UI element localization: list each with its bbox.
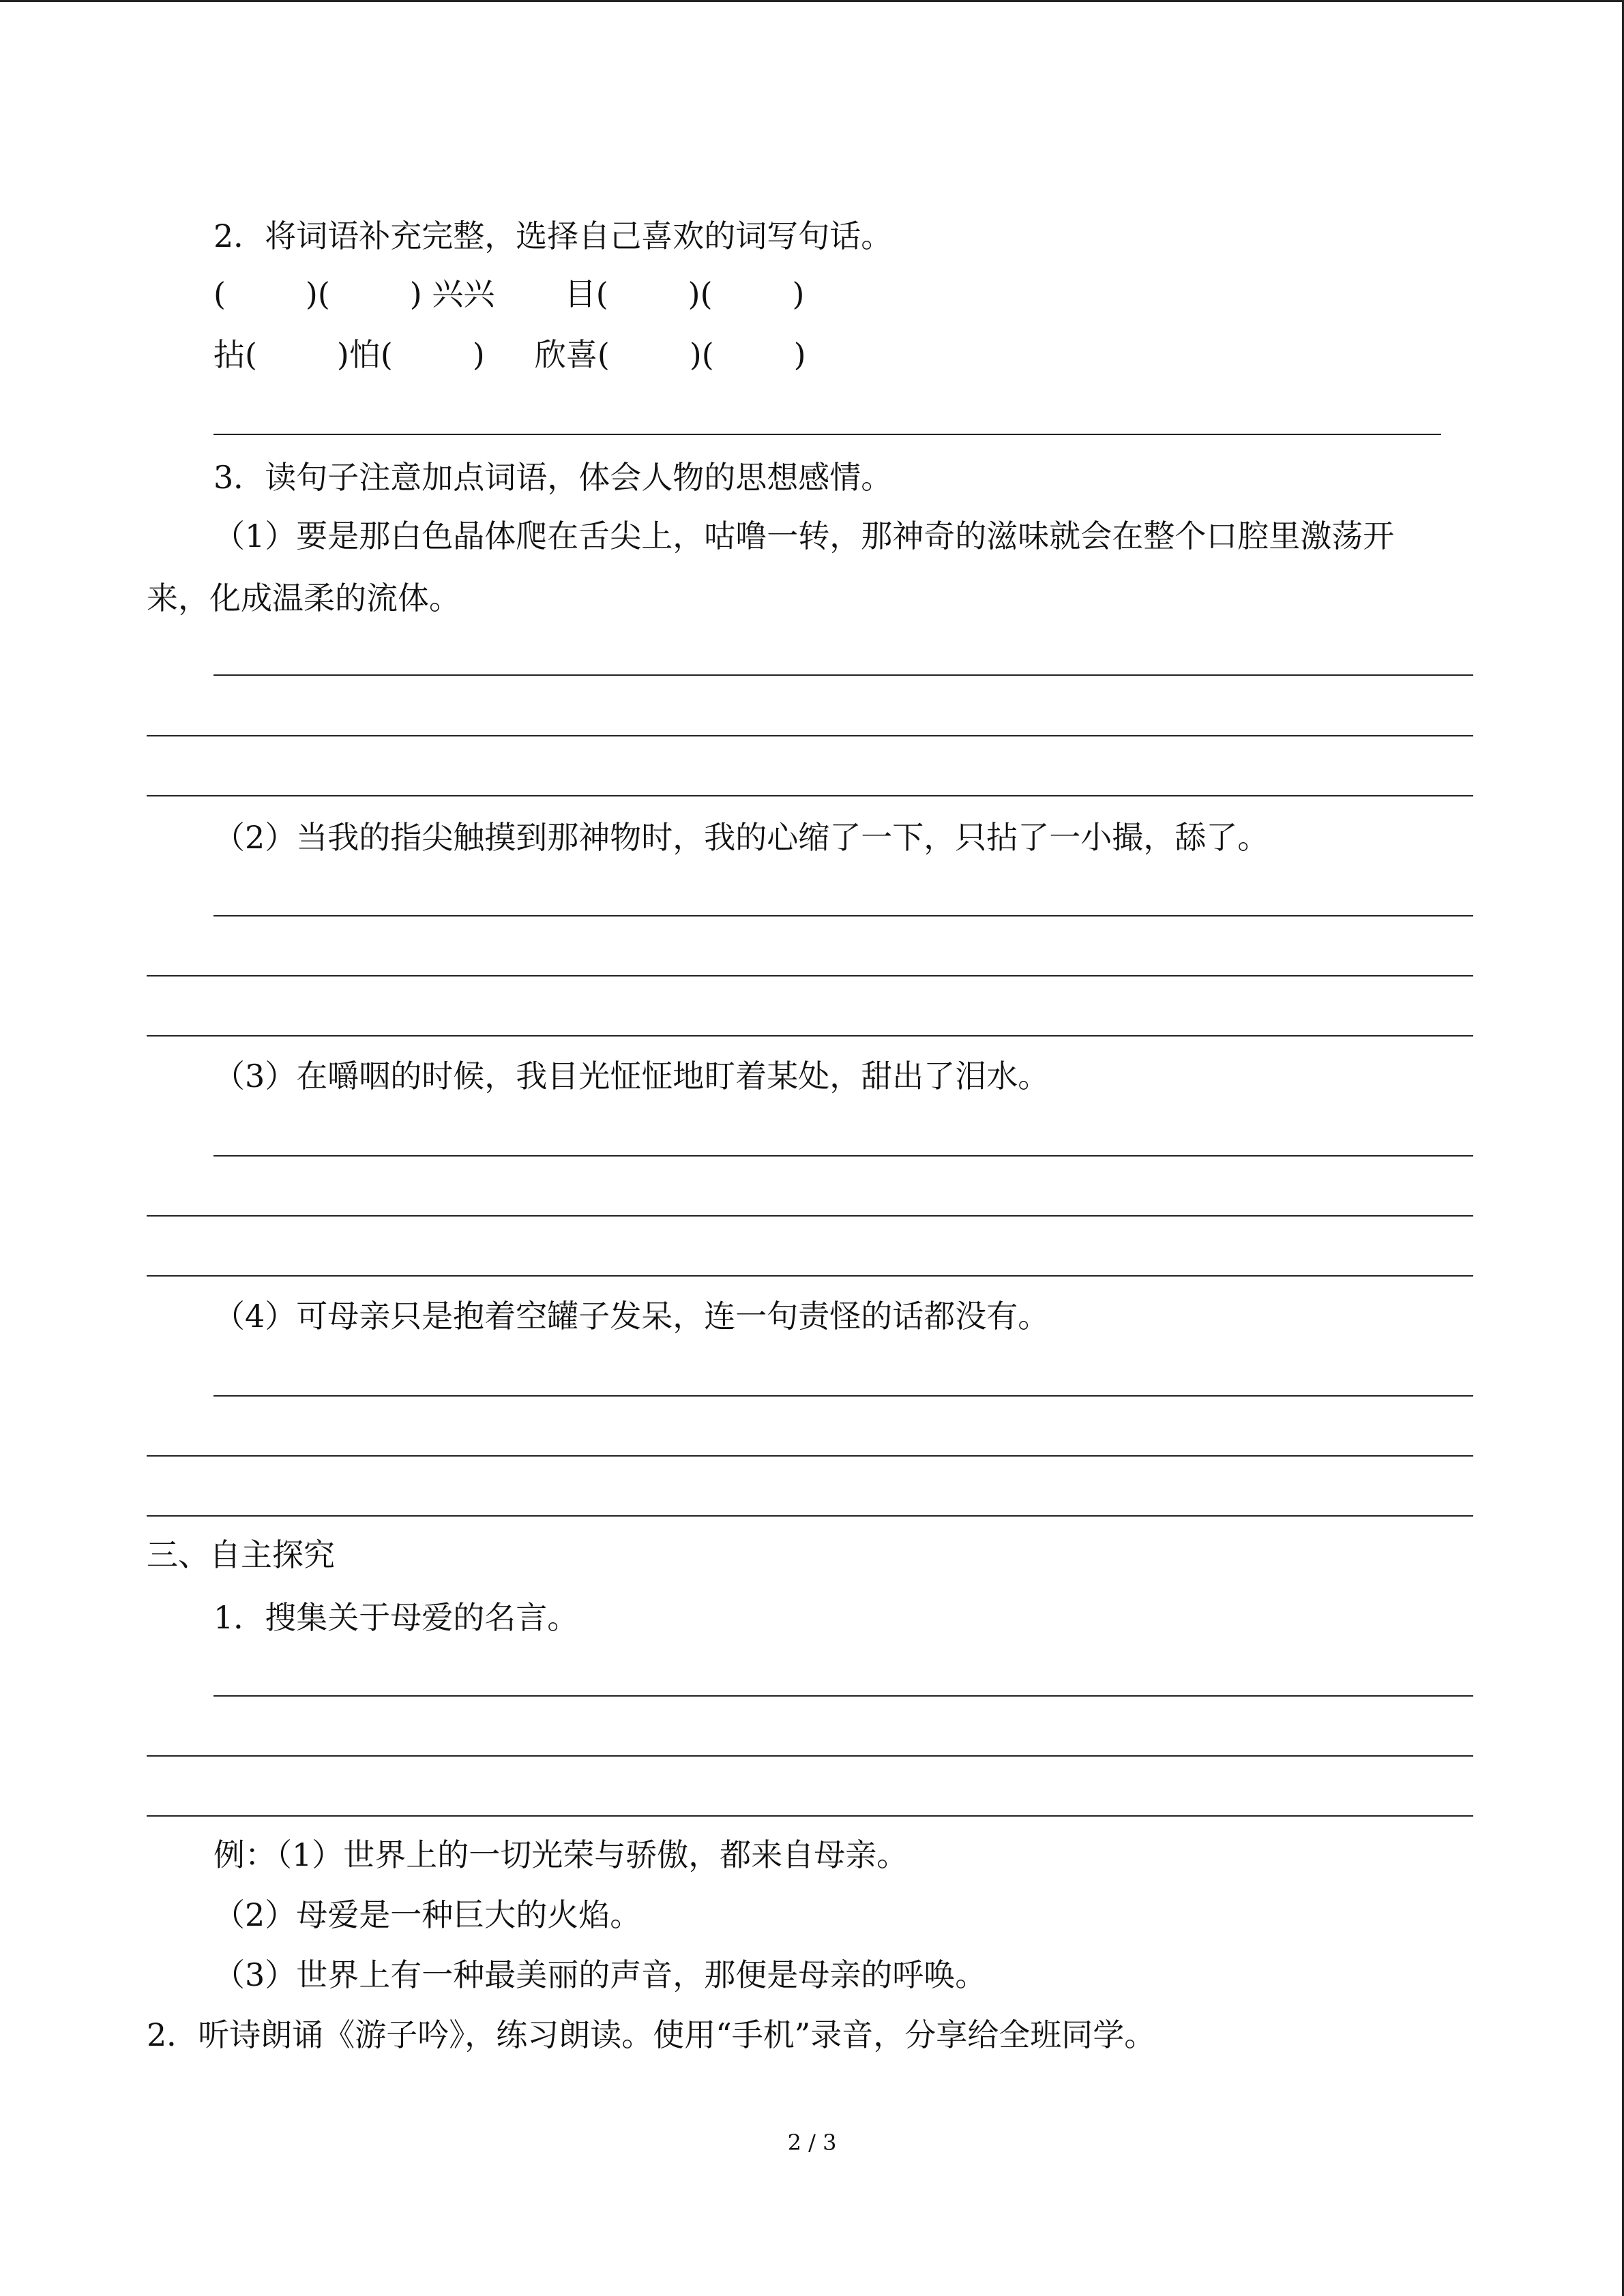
- q2-word-row-2: 拈( )怕( ) 欣喜( )( ): [213, 336, 806, 373]
- section-3-question-2: 2．听诗朗诵《游子吟》，练习朗读。使用“手机”录音，分享给全班同学。: [147, 2016, 1156, 2053]
- q3-sentence-2: （2）当我的指尖触摸到那神物时，我的心缩了一下，只拈了一小撮，舔了。: [213, 819, 1269, 856]
- q3-s2-answer-line-3[interactable]: [147, 1035, 1473, 1037]
- q2-answer-line[interactable]: [213, 434, 1441, 435]
- q3-s3-answer-line-1[interactable]: [213, 1155, 1473, 1157]
- q2-word-row-1: ( )( ) 兴兴 目( )( ): [213, 275, 805, 312]
- section-3-question-1: 1．搜集关于母爱的名言。: [213, 1599, 579, 1636]
- q3-s1-answer-line-2[interactable]: [147, 735, 1473, 736]
- q3-s1-answer-line-3[interactable]: [147, 795, 1473, 796]
- q3-s4-answer-line-2[interactable]: [147, 1455, 1473, 1457]
- example-quote-3: （3）世界上有一种最美丽的声音，那便是母亲的呼唤。: [213, 1956, 987, 1993]
- q3-sentence-1-line-1: （1）要是那白色晶体爬在舌尖上，咕噜一转，那神奇的滋味就会在整个口腔里激荡开: [213, 518, 1395, 554]
- q3-s4-answer-line-1[interactable]: [213, 1395, 1473, 1397]
- q3-s3-answer-line-3[interactable]: [147, 1275, 1473, 1277]
- q3-s3-answer-line-2[interactable]: [147, 1215, 1473, 1217]
- q3-sentence-1-line-2: 来，化成温柔的流体。: [147, 580, 460, 616]
- q3-s1-answer-line-1[interactable]: [213, 674, 1473, 676]
- example-quote-2: （2）母爱是一种巨大的火焰。: [213, 1896, 642, 1933]
- q3-s4-answer-line-3[interactable]: [147, 1515, 1473, 1517]
- q2-title: 2．将词语补充完整，选择自己喜欢的词写句话。: [213, 218, 893, 254]
- section-3-heading: 三、自主探究: [147, 1536, 335, 1573]
- q3-s2-answer-line-1[interactable]: [213, 915, 1473, 916]
- q3-title: 3．读句子注意加点词语，体会人物的思想感情。: [213, 459, 893, 496]
- page-number: 2 / 3: [787, 2130, 837, 2156]
- example-quote-1: 例：（1）世界上的一切光荣与骄傲，都来自母亲。: [213, 1836, 909, 1873]
- s3-q1-answer-line-3[interactable]: [147, 1815, 1473, 1817]
- q3-sentence-3: （3）在嚼咽的时候，我目光怔怔地盯着某处，甜出了泪水。: [213, 1058, 1050, 1094]
- q3-sentence-4: （4）可母亲只是抱着空罐子发呆，连一句责怪的话都没有。: [213, 1298, 1050, 1335]
- q3-s2-answer-line-2[interactable]: [147, 975, 1473, 976]
- s3-q1-answer-line-2[interactable]: [147, 1755, 1473, 1757]
- s3-q1-answer-line-1[interactable]: [213, 1695, 1473, 1697]
